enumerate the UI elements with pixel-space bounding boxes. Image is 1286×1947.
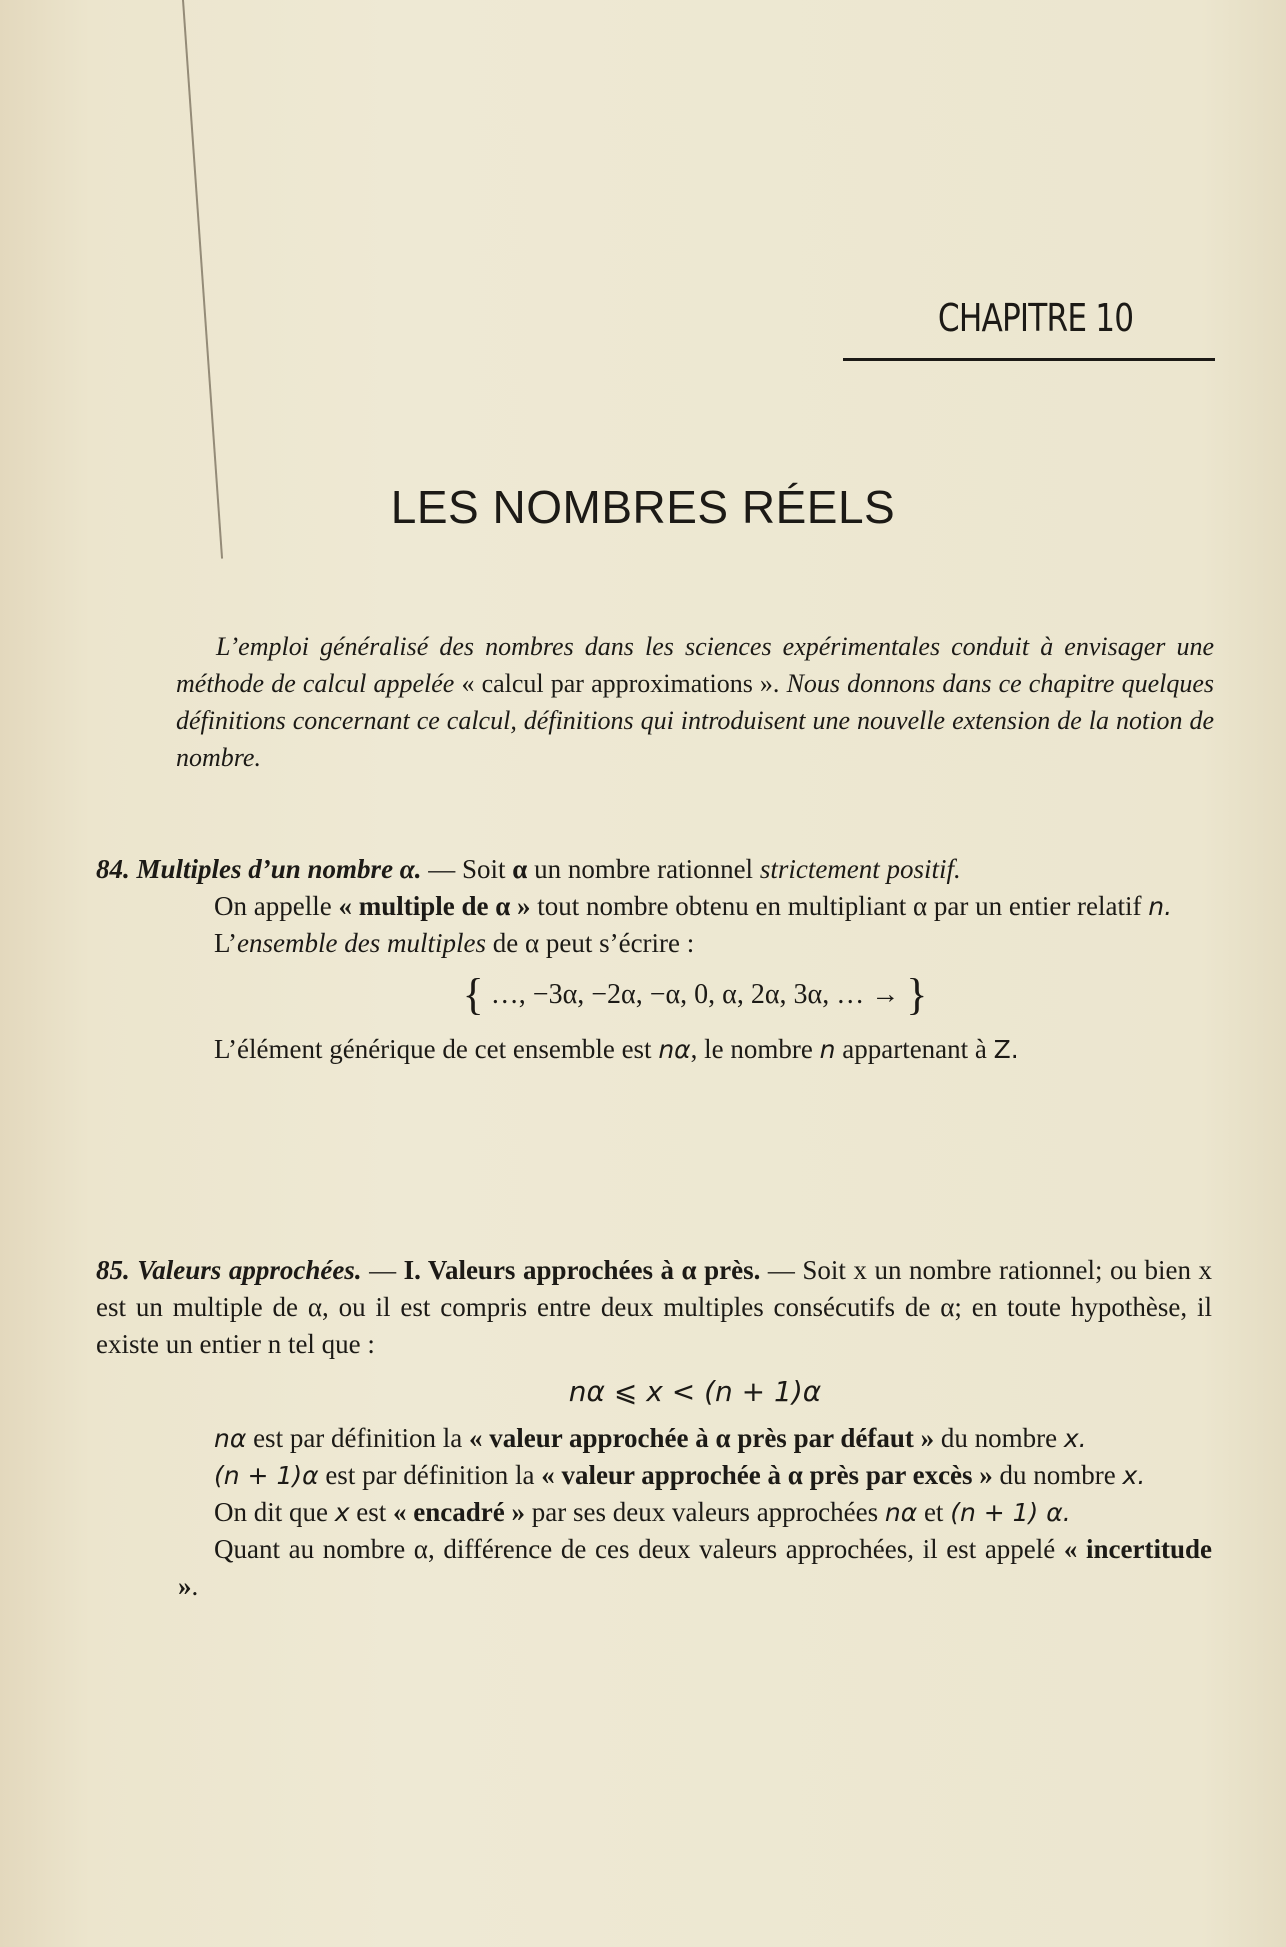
brace-close: } [906,970,928,1019]
expression: nα [214,1424,247,1453]
section-84-heading [96,851,1212,888]
alpha-symbol: α [512,854,528,884]
page-crease [182,0,223,559]
defined-term: « valeur approchée à α près par excès » [541,1460,993,1490]
section-84 [96,851,1212,1068]
emphasis-text: strictement positif. [759,854,961,884]
text: Soit [462,854,513,884]
text: du nombre [934,1423,1064,1453]
paragraph [178,1494,1212,1531]
emphasis-text: ensemble des multiples [237,928,486,958]
expression: nα [884,1498,918,1527]
text: tout nombre obtenu en multipliant α par un entier relatif [530,891,1149,921]
section-85 [96,1252,1212,1605]
intro-quoted: « calcul par approximations ». [461,669,780,698]
inequality: nα ⩽ x < (n + 1)α [568,1375,822,1408]
subsection-title: I. Valeurs approchées à α près. [403,1255,761,1285]
intro-text-2: Nous donnons dans ce chapitre quelques définitions concernant ce calcul, définitions qui introduisent une nouvelle extension de la notion de nombre. [176,669,1215,772]
text: par ses deux valeurs approchées [525,1497,885,1527]
set-notation [178,962,1212,1031]
expression: nα [658,1035,691,1064]
variable-n: n. [1148,892,1173,921]
dash: — [421,854,462,884]
text: est par définition la [318,1460,542,1490]
dash: — [361,1255,404,1285]
paragraph [178,925,1212,962]
section-number: 85. [96,1255,130,1285]
text: On appelle [214,891,339,921]
section-85-heading [96,1252,1212,1363]
defined-term: « incertitude » [178,1534,1212,1601]
text: appartenant à [835,1034,994,1064]
defined-term: « encadré » [393,1497,526,1527]
set-elements: …, −3α, −2α, −α, 0, α, 2α, 3α, … → [483,979,907,1010]
text: est [349,1497,394,1527]
section-85-body [96,1363,1212,1605]
page-title: LES NOMBRES RÉELS [390,481,896,533]
text: de α peut s’écrire : [485,928,695,958]
variable-x: x. [1063,1424,1087,1453]
variable-x: x. [1122,1461,1146,1490]
expression: (n + 1) α. [950,1498,1071,1527]
text: est par définition la [246,1423,470,1453]
text: et [917,1497,951,1527]
variable-n: n [819,1035,836,1064]
chapter-intro [176,628,1214,776]
paragraph [178,1531,1212,1605]
text: On dit que [214,1497,335,1527]
text: — Soit x un nombre rationnel; ou bien x est un multiple de α, ou il est compris entre deux multiples consécutifs de α; en toute hypothèse, il existe un entier n tel que : [96,1255,1213,1359]
chapter-label: CHAPITRE 10 [937,296,1133,340]
paragraph [178,1031,1212,1068]
text: L’élément générique de cet ensemble est [214,1034,659,1064]
paragraph [178,888,1212,925]
section-title: Valeurs approchées. [137,1255,362,1285]
section-number: 84. [96,854,130,884]
variable-x: x [334,1498,350,1527]
chapter-rule [843,358,1215,361]
section-84-body [96,888,1212,1068]
text: L’ [214,928,238,958]
text: Quant au nombre α, différence de ces deux valeurs approchées, il est appelé [214,1534,1064,1564]
intro-text-1: L’emploi généralisé des nombres dans les sciences expérimentales conduit à envisager une méthode de calcul appelée [176,632,1214,698]
brace-open: { [462,970,484,1019]
text: , le nombre [690,1034,820,1064]
set-z: Z. [993,1035,1019,1064]
expression: (n + 1)α [214,1461,319,1490]
section-title: Multiples d’un nombre α. [136,854,422,884]
paragraph [178,1420,1212,1457]
text: un nombre rationnel [527,854,760,884]
paragraph [178,1457,1212,1494]
text: . [191,1571,199,1601]
defined-term: « valeur approchée à α près par défaut » [469,1423,935,1453]
text: du nombre [992,1460,1123,1490]
defined-term: « multiple de α » [338,891,531,921]
